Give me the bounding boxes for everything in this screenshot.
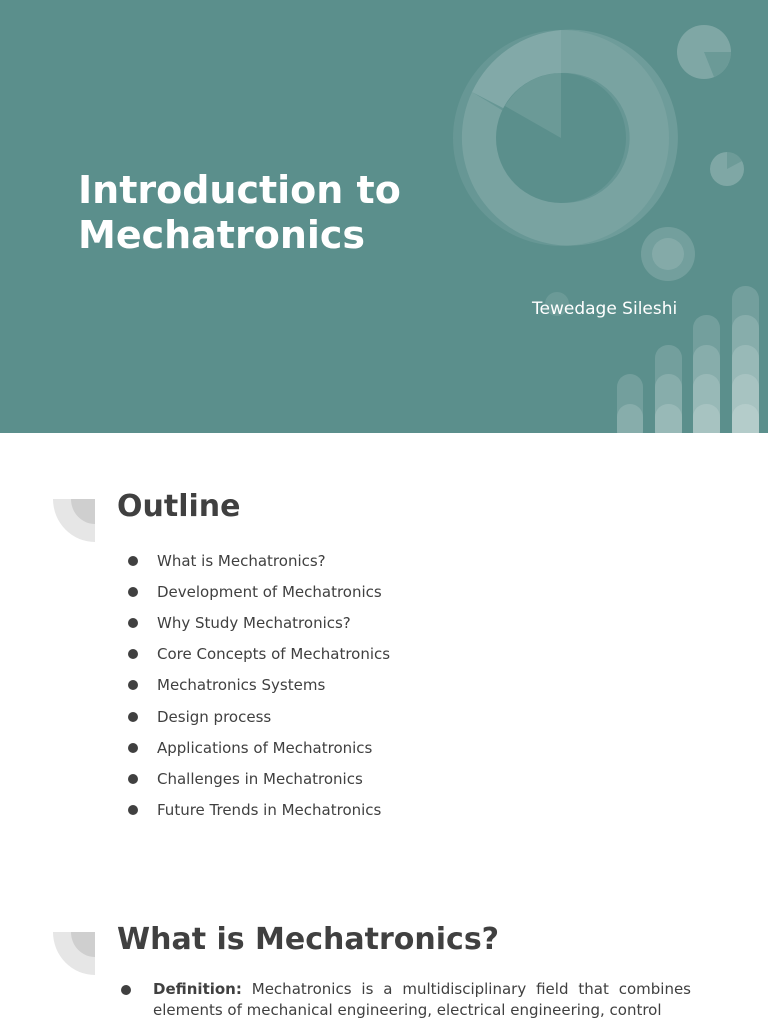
bullet-icon [128, 774, 138, 784]
bullet-icon [128, 587, 138, 597]
list-item-label: What is Mechatronics? [157, 551, 326, 570]
list-item-label: Why Study Mechatronics? [157, 613, 351, 632]
title-line-1: Introduction to [78, 168, 401, 212]
outline-title: Outline [117, 489, 241, 524]
list-item [128, 732, 390, 763]
list-item [128, 576, 390, 607]
list-item [128, 763, 390, 794]
list-item [128, 545, 390, 576]
definition-paragraph [153, 979, 691, 1021]
definition-label: Definition: [153, 980, 242, 998]
bullet-icon [128, 712, 138, 722]
list-item [128, 795, 390, 826]
definition-text: Mechatronics is a multidisciplinary field that combines elements of mechanical engineering, electrical engineering, control [153, 980, 691, 1019]
outline-list [128, 545, 390, 826]
bullet-icon [121, 985, 131, 995]
list-item [128, 607, 390, 638]
list-item-label: Core Concepts of Mechatronics [157, 645, 391, 664]
section-quarter-circle-icon [53, 932, 95, 975]
list-item-label: Future Trends in Mechatronics [157, 801, 382, 820]
title-slide [0, 0, 768, 433]
bullet-icon [128, 680, 138, 690]
bullet-icon [128, 556, 138, 566]
list-item-label: Applications of Mechatronics [157, 738, 373, 757]
list-item-label: Design process [157, 707, 272, 726]
list-item [128, 639, 390, 670]
list-item [128, 701, 390, 732]
bullet-icon [128, 805, 138, 815]
section-quarter-circle-icon [53, 499, 95, 542]
bullet-icon [128, 649, 138, 659]
list-item-label: Challenges in Mechatronics [157, 769, 363, 788]
author-name: Tewedage Sileshi [532, 299, 678, 319]
what-is-title: What is Mechatronics? [117, 922, 500, 957]
bullet-icon [128, 743, 138, 753]
bullet-icon [128, 618, 138, 628]
list-item [128, 670, 390, 701]
list-item-label: Mechatronics Systems [157, 676, 326, 695]
presentation-title [78, 168, 401, 258]
title-line-2: Mechatronics [78, 213, 366, 257]
list-item-label: Development of Mechatronics [157, 582, 382, 601]
